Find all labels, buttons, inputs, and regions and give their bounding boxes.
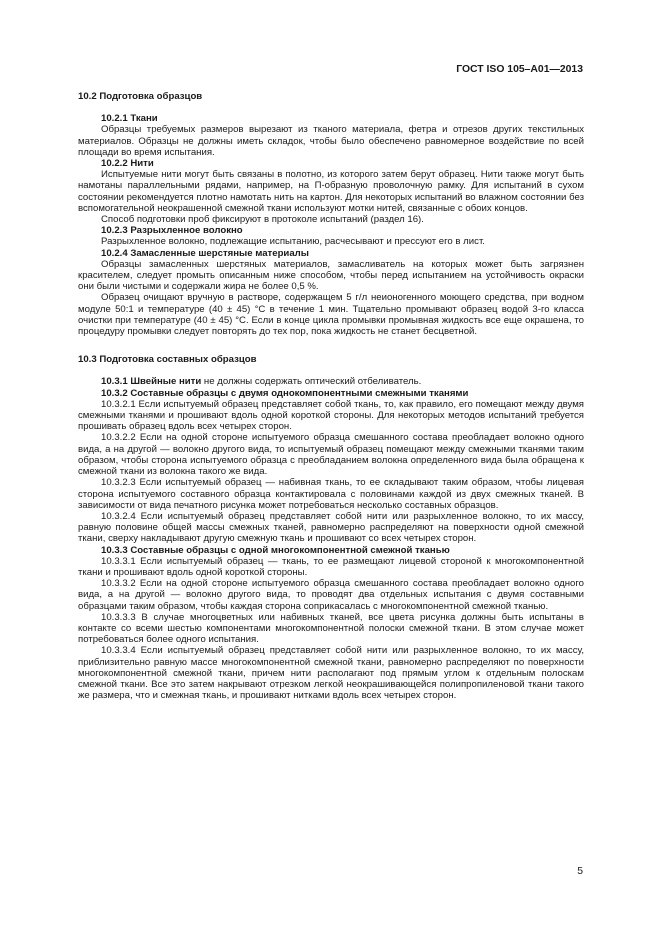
paragraph-10-3-1 [78,376,584,387]
paragraph-text: не должны содержать оптический отбеливатель. [201,376,422,388]
paragraph: Способ подготовки проб фиксируют в протоколе испытаний (раздел 16). [101,214,424,226]
paragraph: Образец очищают вручную в растворе, содержащем 5 г/л неионогенного моющего средства, при водном модуле 50:1 и температуре (40 ± 45) °С в течение 1 мин. Тщательно промывают образец водой 3-го класса очистки при температуре (40 ± 45) °С. Если в конце цикла промывки промывная жидкость все еще окрашена, то процедуру промывки следует повторять до тех пор, пока жидкость не станет бесцветной. [78,292,584,338]
paragraph: 10.3.3.3 В случае многоцветных или набивных тканей, все цвета рисунка должны быть испытаны в контакте со всеми шестью компонентами многокомпонентной полоски смежной ткани. В этом случае может потребоваться более одного испытания. [78,611,584,646]
paragraph: 10.3.3.4 Если испытуемый образец представляет собой нити или разрыхленное волокно, то их массу, приблизительно равную массе многокомпонентной смежной ткани, равномерно распределяют по поверхности многокомпонентной смежной ткани, причем нити располагают под прямым углом к отдельным полоскам смежной ткани. Все это затем накрывают отрезком легкой неокрашивающейся полипропиленовой ткани такого же размера, что и смежная ткань, и прошивают нитками вдоль всех четырех сторон. [78,645,584,702]
subsection-10-3-1-heading: 10.3.1 Швейные нити [101,376,202,388]
paragraph: Образцы замасленных шерстяных материалов, замасливатель на которых может быть загрязнен красителем, следует промыть описанным ниже способом, чтобы перед испытанием на устойчивость окраски они были чистыми и содержали жира не более 0,5 %. [78,258,584,293]
subsection-10-2-4-heading: 10.2.4 Замасленные шерстяные материалы [101,247,309,259]
subsection-10-2-3-heading: 10.2.3 Разрыхленное волокно [101,225,243,237]
paragraph: 10.3.2.3 Если испытуемый образец — набивная ткань, то ее складывают таким образом, чтобы лицевая сторона испытуемого составного образца контактировала с половинами каждой из двух смежных тканей. В зависимости от вида печатного рисунка может потребоваться несколько составных образцов. [78,477,584,511]
subsection-10-2-1-heading: 10.2.1 Ткани [101,113,158,125]
section-10-3-heading: 10.3 Подготовка составных образцов [78,354,257,366]
page-content [78,91,584,701]
section-10-2-heading: 10.2 Подготовка образцов [78,91,203,102]
paragraph: Разрыхленное волокно, подлежащие испытанию, расчесывают и прессуют его в лист. [101,236,485,248]
paragraph: 10.3.3.1 Если испытуемый образец — ткань, то ее размещают лицевой стороной к многокомпонентной ткани и прошивают вдоль одной короткой стороны. [78,555,584,578]
paragraph: Образцы требуемых размеров вырезают из тканого материала, фетра и отрезов других текстильных материалов. Образцы не должны иметь складок, чтобы было обеспечено равномерное воздействие по всей площади во время испытания. [78,124,584,158]
paragraph: 10.3.2.1 Если испытуемый образец представляет собой ткань, то, как правило, его помещают между двумя смежными тканями и прошивают вдоль одной короткой стороны. Для некоторых методов испытаний требуется прошивать образец вдоль всех четырех сторон. [78,398,584,433]
paragraph: Испытуемые нити могут быть связаны в полотно, из которого затем берут образец. Нити также могут быть намотаны параллельными рядами, например, на П-образную проволочную рамку. Для испытаний в сухом состоянии рекомендуется плотно намотать нить на картон. Для некоторых испытаний во влажном состоянии без вспомогательной неокрашенной смежной ткани используют мотки нитей, связанные с обоих концов. [78,169,584,214]
subsection-10-3-3-heading: 10.3.3 Составные образцы с одной многокомпонентной смежной тканью [101,544,450,556]
subsection-10-2-2-heading: 10.2.2 Нити [101,158,154,170]
paragraph: 10.3.2.2 Если на одной стороне испытуемого образца смешанного состава преобладает волокно одного вида, а на другой — волокно другого вида, то испытуемый образец помещают между смежными тканями таким образом, чтобы сторона испытуемого образца с преобладанием волокна определенного вида была обращена к смежной ткани из волокна такого же вида. [78,432,584,478]
paragraph: 10.3.2.4 Если испытуемый образец представляет собой нити или разрыхленное волокно, то их массу, равную половине общей массы смежных тканей, равномерно распределяют на поверхности одной смежной ткани, сверху накладывают другую смежную ткань и прошивают со всех четырех сторон. [78,510,584,545]
document-code: ГОСТ ISO 105–A01—2013 [456,64,583,75]
subsection-10-3-2-heading: 10.3.2 Составные образцы с двумя однокомпонентными смежными тканями [101,387,469,399]
paragraph: 10.3.3.2 Если на одной стороне испытуемого образца смешанного состава преобладает волокно одного вида, а на другой — волокно другого вида, то проводят два отдельных испытания с двумя составными образцами таким образом, чтобы каждая сторона соприкасалась с многокомпонентной смежной тканью. [78,578,584,612]
page-number: 5 [577,866,583,877]
